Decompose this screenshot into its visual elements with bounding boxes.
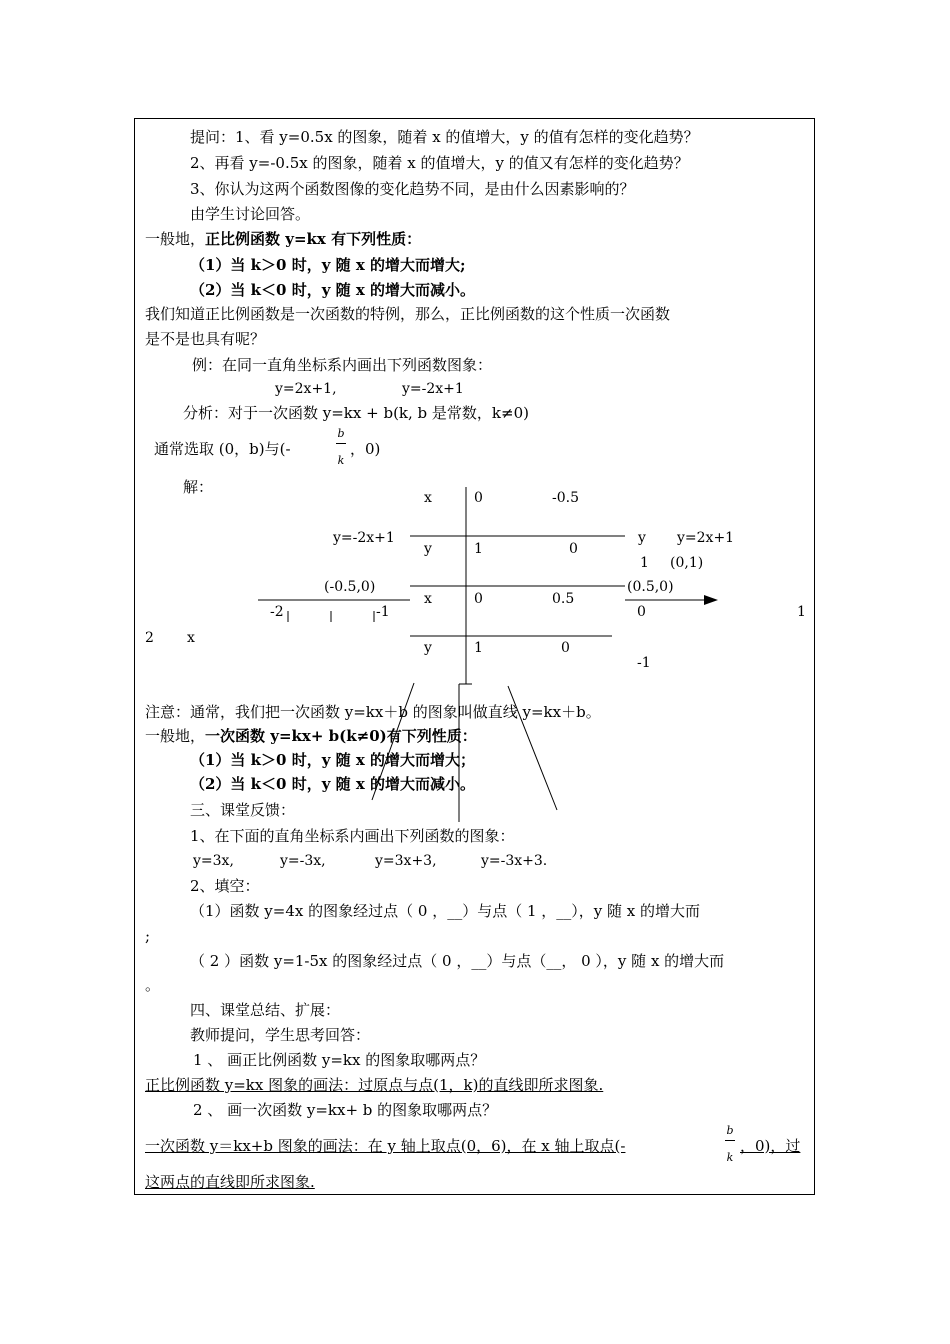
- summary-answer-2b: ，0)，过: [740, 1137, 801, 1155]
- table1-y2: 0: [569, 541, 578, 557]
- label-y-axis: y: [638, 530, 646, 546]
- table2-x2: 0.5: [552, 591, 575, 607]
- table1-y-label: y: [424, 541, 432, 557]
- table2-x1: 0: [474, 591, 483, 607]
- paragraph-line-2: 是不是也具有呢？: [145, 330, 266, 348]
- paragraph-line-1: 我们知道正比例函数是一次函数的特例，那么，正比例函数的这个性质一次函数: [145, 305, 671, 323]
- example-function-2: y=-2x+1: [402, 381, 464, 397]
- table1-x2: -0.5: [552, 490, 579, 506]
- table2-y2: 0: [561, 640, 570, 656]
- summary-question-1: 1 、 画正比例函数 y=kx 的图象取哪两点？: [193, 1051, 486, 1069]
- question-1: 提问：1、看 y=0.5x 的图象，随着 x 的值增大，y 的值有怎样的变化趋势？: [190, 128, 699, 146]
- fraction-denominator-k-2: k: [726, 1151, 734, 1164]
- table2-y-label: y: [424, 640, 432, 656]
- label-point-0-1: (0,1): [670, 555, 704, 571]
- exercise-function-1: y=3x,: [193, 853, 234, 869]
- fraction-numerator-b: b: [337, 427, 345, 440]
- tick-label-1: 1: [797, 604, 806, 620]
- note-line: 注意：通常，我们把一次函数 y=kx＋b 的图象叫做直线 y=kx＋b。: [145, 703, 601, 721]
- exercise-function-2: y=-3x,: [280, 853, 326, 869]
- property-3: （1）当 k＞0 时，y 随 x 的增大而增大；: [190, 751, 476, 769]
- label-y-one: 1: [640, 555, 649, 571]
- fill-blank-2-end: 。: [145, 976, 161, 994]
- analysis-line: 分析：对于一次函数 y=kx + b(k, b 是常数，k≠0): [183, 404, 529, 422]
- fraction-denominator-k: k: [337, 454, 345, 467]
- section-4-intro: 教师提问，学生思考回答：: [190, 1026, 371, 1044]
- table1-x-label: x: [424, 490, 432, 506]
- property-2: （2）当 k＜0 时，y 随 x 的增大而减小。: [190, 281, 476, 299]
- label-pos-line: y=2x+1: [677, 530, 735, 546]
- question-2: 2、再看 y=-0.5x 的图象，随着 x 的值增大，y 的值又有怎样的变化趋势？: [190, 154, 689, 172]
- label-point-neg: (-0.5,0): [324, 579, 376, 595]
- solution-label: 解：: [183, 478, 214, 496]
- section-4-heading: 四、课堂总结、扩展：: [190, 1001, 341, 1019]
- usual-choice-b: ，0): [350, 440, 381, 458]
- summary-answer-2c: 这两点的直线即所求图象.: [145, 1173, 315, 1191]
- summary-question-2: 2 、 画一次函数 y=kx+ b 的图象取哪两点？: [193, 1101, 498, 1119]
- general-statement-2: 一般地，一次函数 y=kx+ b(k≠0)有下列性质：: [145, 727, 477, 745]
- x-axis-arrow: [704, 595, 718, 605]
- question-3: 3、你认为这两个函数图像的变化趋势不同，是由什么因素影响的？: [190, 180, 635, 198]
- example-heading: 例：在同一直角坐标系内画出下列函数图象：: [192, 356, 493, 374]
- exercise-function-4: y=-3x+3.: [481, 853, 548, 869]
- fraction-bar-2: [725, 1140, 735, 1141]
- general-statement-1: 一般地，正比例函数 y=kx 有下列性质：: [145, 230, 422, 248]
- fill-blank-1-end: ;: [145, 927, 151, 945]
- tick-label-0: 0: [637, 604, 646, 620]
- tick-label-m1: -1: [376, 604, 390, 620]
- section-3-item-2: 2、填空：: [190, 877, 260, 895]
- property-1: （1）当 k＞0 时，y 随 x 的增大而增大;: [190, 256, 466, 274]
- example-function-1: y=2x+1,: [275, 381, 337, 397]
- question-4: 由学生讨论回答。: [190, 205, 311, 223]
- table1-x1: 0: [474, 490, 483, 506]
- section-3-heading: 三、课堂反馈：: [190, 801, 296, 819]
- label-neg-line: y=-2x+1: [333, 530, 395, 546]
- x-axis-label: x: [187, 630, 195, 646]
- table1-y1: 1: [474, 541, 483, 557]
- summary-answer-2a: 一次函数 y＝kx+b 图象的画法：在 y 轴上取点(0，6)，在 x 轴上取点(-: [145, 1137, 626, 1155]
- tick-label-m2: -2: [270, 604, 284, 620]
- label-point-pos: (0.5,0): [627, 579, 674, 595]
- tick-label-2: 2: [145, 630, 154, 646]
- property-4: （2）当 k＜0 时，y 随 x 的增大而减小。: [190, 775, 476, 793]
- exercise-function-3: y=3x+3,: [375, 853, 437, 869]
- fraction-numerator-b-2: b: [726, 1124, 734, 1137]
- fill-blank-2: （ 2 ）函数 y=1-5x 的图象经过点（ 0 ，__）与点（__， 0 ），y 随 x 的增大而: [190, 952, 725, 970]
- fill-blank-1: （1）函数 y=4x 的图象经过点（ 0 ，__）与点（ 1 ，__），y 随 x 的增大而: [190, 902, 701, 920]
- section-3-item-1: 1、在下面的直角坐标系内画出下列函数的图象：: [190, 827, 515, 845]
- summary-answer-1: 正比例函数 y=kx 图象的画法：过原点与点(1，k)的直线即所求图象.: [145, 1076, 604, 1094]
- table2-x-label: x: [424, 591, 432, 607]
- tick-label-y-m1: -1: [637, 655, 651, 671]
- table2-y1: 1: [474, 640, 483, 656]
- usual-choice-a: 通常选取 (0，b)与(-: [154, 440, 291, 458]
